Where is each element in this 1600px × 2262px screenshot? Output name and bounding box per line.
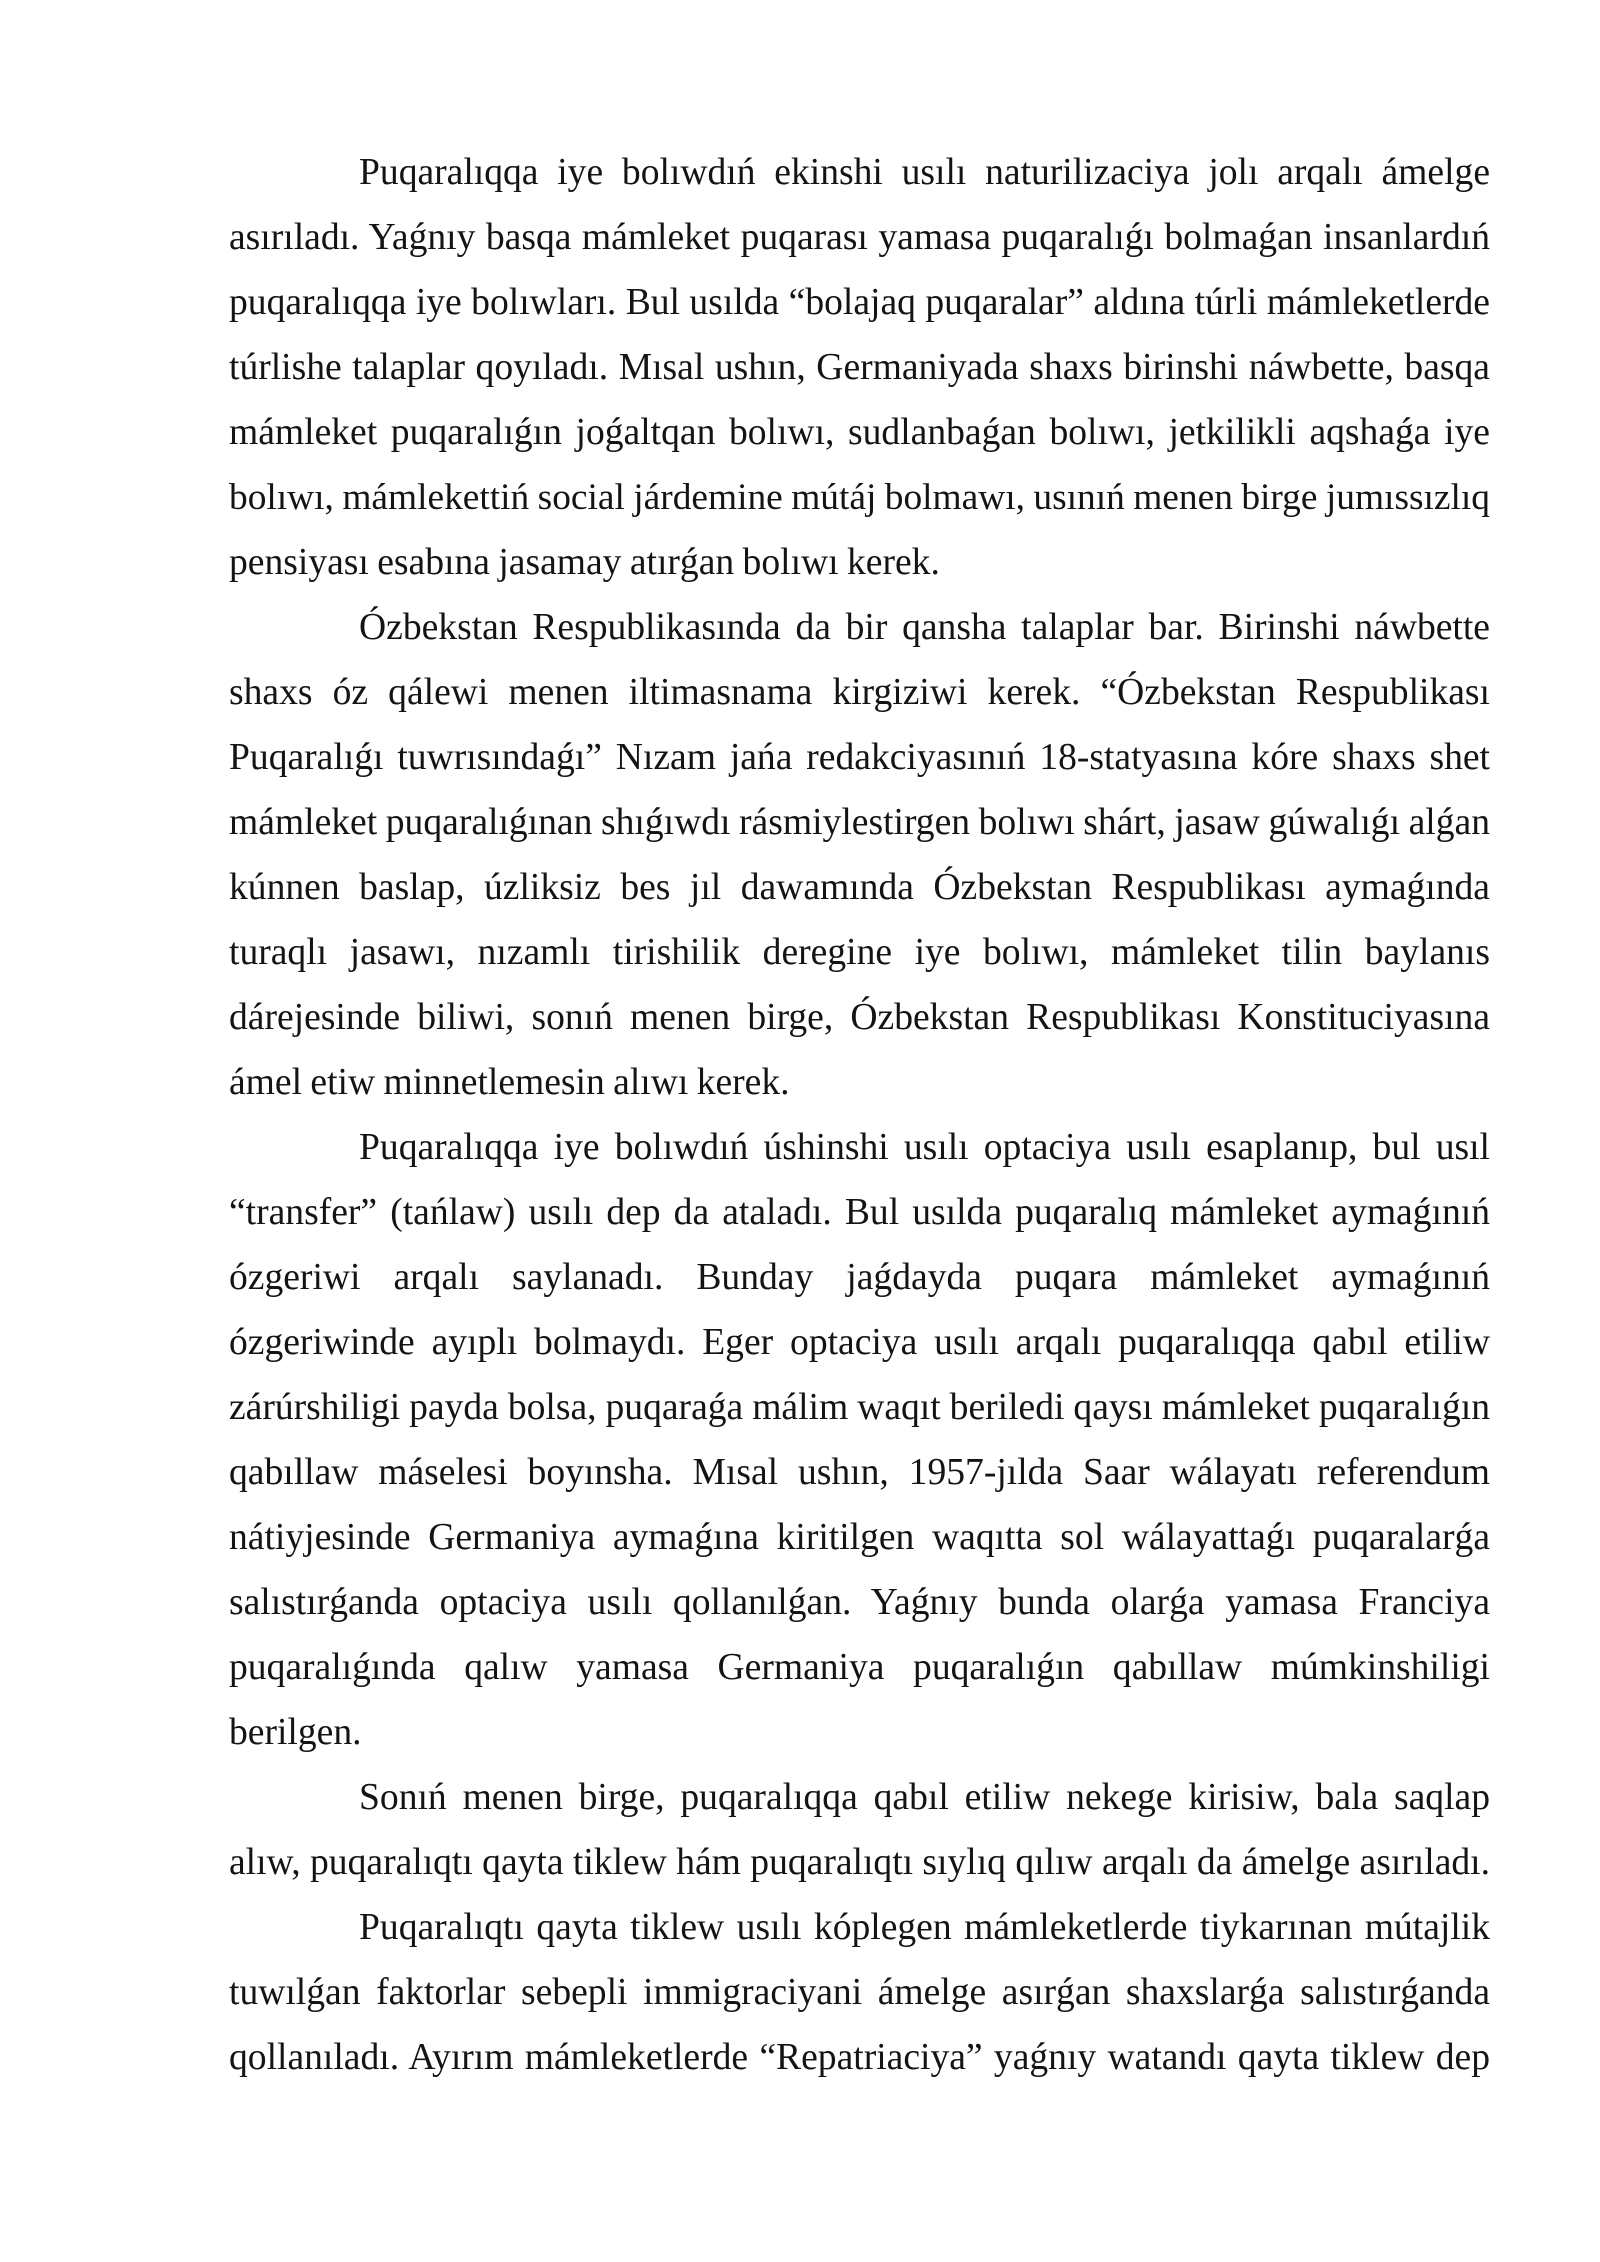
- text-line: salıstırǵanda optaciya usılı qollanılǵan. Yaǵnıy bunda olarǵa yamasa Franciya: [229, 1582, 1490, 1623]
- text-line: puqaralıǵında qalıw yamasa Germaniya puqaralıǵın qabıllaw múmkinshiligi: [229, 1647, 1490, 1688]
- text-line: mámleket puqaralıǵın joǵaltqan bolıwı, sudlanbaǵan bolıwı, jetkilikli aqshaǵa iye: [229, 412, 1490, 453]
- text-line: mámleket puqaralıǵınan shıǵıwdı rásmiylestirgen bolıwı shárt, jasaw gúwalıǵı alǵan: [229, 802, 1490, 843]
- text-line: qabıllaw máselesi boyınsha. Mısal ushın, 1957-jılda Saar wálayatı referendum: [229, 1452, 1490, 1493]
- text-line: Ózbekstan Respublikasında da bir qansha talaplar bar. Birinshi náwbette: [359, 607, 1490, 648]
- text-line: turaqlı jasawı, nızamlı tirishilik deregine iye bolıwı, mámleket tilin baylanıs: [229, 932, 1490, 973]
- paragraph-naturalization: [229, 140, 1490, 595]
- text-line: tuwılǵan faktorlar sebepli immigraciyani ámelge asırǵan shaxslarǵa salıstırǵanda: [229, 1972, 1490, 2013]
- text-line: puqaralıqqa iye bolıwları. Bul usılda “bolajaq puqaralar” aldına túrli mámleketlerde: [229, 282, 1490, 323]
- paragraph-uzbekistan-requirements: [229, 595, 1490, 1115]
- paragraph-other-methods: [229, 1765, 1490, 1895]
- paragraph-restoration: [229, 1895, 1490, 2090]
- body-text: [229, 140, 1490, 2090]
- text-line: alıw, puqaralıqtı qayta tiklew hám puqaralıqtı sıylıq qılıw arqalı da ámelge asırıladı.: [229, 1842, 1490, 1883]
- text-line: asırıladı. Yaǵnıy basqa mámleket puqarası yamasa puqaralıǵı bolmaǵan insanlardıń: [229, 217, 1490, 258]
- text-line: berilgen.: [229, 1712, 362, 1753]
- text-line: shaxs óz qálewi menen iltimasnama kirgiziwi kerek. “Ózbekstan Respublikası: [229, 672, 1490, 713]
- text-line: kúnnen baslap, úzliksiz bes jıl dawamında Ózbekstan Respublikası aymaǵında: [229, 867, 1490, 908]
- text-line: dárejesinde biliwi, sonıń menen birge, Ózbekstan Respublikası Konstituciyasına: [229, 997, 1490, 1038]
- text-line: zárúrshiligi payda bolsa, puqaraǵa málim waqıt beriledi qaysı mámleket puqaralıǵın: [229, 1387, 1490, 1428]
- text-line: Sonıń menen birge, puqaralıqqa qabıl etiliw nekege kirisiw, bala saqlap: [359, 1777, 1490, 1818]
- text-line: Puqaralıǵı tuwrısındaǵı” Nızam jańa redakciyasınıń 18-statyasına kóre shaxs shet: [229, 737, 1490, 778]
- text-line: ózgeriwinde ayıplı bolmaydı. Eger optaciya usılı arqalı puqaralıqqa qabıl etiliw: [229, 1322, 1490, 1363]
- text-line: pensiyası esabına jasamay atırǵan bolıwı kerek.: [229, 542, 940, 583]
- text-line: Puqaralıqtı qayta tiklew usılı kóplegen mámleketlerde tiykarınan mútajlik: [359, 1907, 1490, 1948]
- text-line: bolıwı, mámlekettiń social járdemine mútáj bolmawı, usınıń menen birge jumıssızlıq: [229, 477, 1490, 518]
- text-line: túrlishe talaplar qoyıladı. Mısal ushın, Germaniyada shaxs birinshi náwbette, basqa: [229, 347, 1490, 388]
- text-line: Puqaralıqqa iye bolıwdıń ekinshi usılı naturilizaciya jolı arqalı ámelge: [359, 152, 1490, 193]
- text-line: ámel etiw minnetlemesin alıwı kerek.: [229, 1062, 790, 1103]
- text-line: “transfer” (tańlaw) usılı dep da ataladı. Bul usılda puqaralıq mámleket aymaǵınıń: [229, 1192, 1490, 1233]
- text-line: ózgeriwi arqalı saylanadı. Bunday jaǵdayda puqara mámleket aymaǵınıń: [229, 1257, 1490, 1298]
- paragraph-optation: [229, 1115, 1490, 1765]
- text-line: nátiyjesinde Germaniya aymaǵına kiritilgen waqıtta sol wálayattaǵı puqaralarǵa: [229, 1517, 1490, 1558]
- text-line: qollanıladı. Ayırım mámleketlerde “Repatriaciya” yaǵnıy watandı qayta tiklew dep: [229, 2037, 1490, 2078]
- text-line: Puqaralıqqa iye bolıwdıń úshinshi usılı optaciya usılı esaplanıp, bul usıl: [359, 1127, 1490, 1168]
